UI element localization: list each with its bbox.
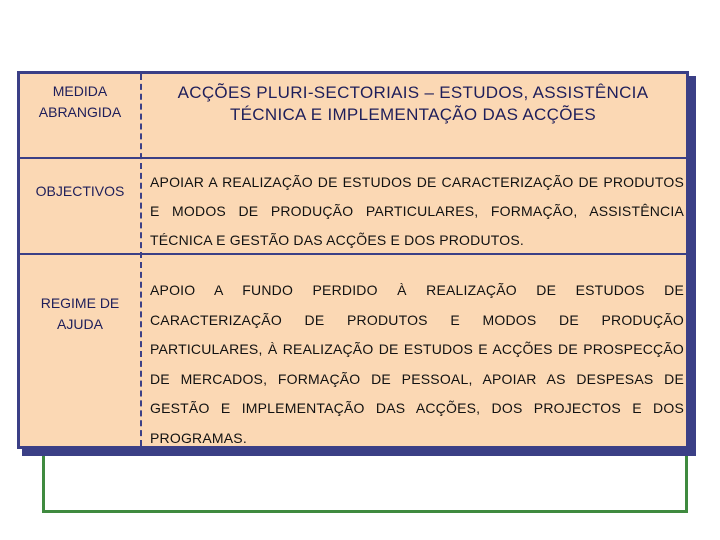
header-label: MEDIDA ABRANGIDA [38,83,122,120]
row-divider-header [20,157,686,159]
aid-regime-label: REGIME DE AJUDA [40,295,120,332]
measure-table [17,71,689,449]
aid-regime-text: APOIO A FUNDO PERDIDO À REALIZAÇÃO DE ESTUDOS DE CARACTERIZAÇÃO DE PRODUTOS E MODOS DE PRODUÇÃO PARTICULARES, À REALIZAÇÃO DE ESTUDOS E ACÇÕES DE PROSPECÇÃO DE MERCADOS, FORMAÇÃO DE PESSOAL, APOIAR AS DESPESAS DE GESTÃO E IMPLEMENTAÇÃO DAS ACÇÕES, DOS PROJECTOS E DOS PROGRAMAS. [150,282,684,446]
measure-title: ACÇÕES PLURI-SECTORIAIS – ESTUDOS, ASSISTÊNCIA TÉCNICA E IMPLEMENTAÇÃO DAS ACÇÕES [177,83,649,124]
column-divider [140,74,142,446]
objectives-label: OBJECTIVOS [35,183,125,199]
objectives-text: APOIAR A REALIZAÇÃO DE ESTUDOS DE CARACTERIZAÇÃO DE PRODUTOS E MODOS DE PRODUÇÃO PARTICULARES, FORMAÇÃO, ASSISTÊNCIA TÉCNICA E GESTÃO DAS ACÇÕES E DOS PRODUTOS. [150,174,684,248]
